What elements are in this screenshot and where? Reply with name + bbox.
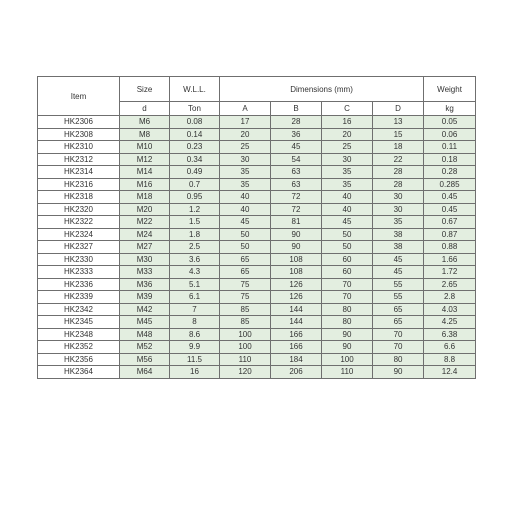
cell-dim-c: 110: [322, 366, 373, 379]
cell-dim-b: 45: [271, 141, 322, 154]
cell-wll: 0.49: [170, 166, 220, 179]
cell-dim-a: 120: [220, 366, 271, 379]
cell-size: M52: [120, 341, 170, 354]
cell-weight: 0.285: [424, 178, 476, 191]
header-dimensions: Dimensions (mm): [220, 77, 424, 102]
cell-dim-d: 65: [373, 303, 424, 316]
cell-wll: 5.1: [170, 278, 220, 291]
cell-wll: 8.6: [170, 328, 220, 341]
table-row: [38, 328, 476, 341]
cell-item: HK2310: [38, 141, 120, 154]
cell-wll: 11.5: [170, 353, 220, 366]
cell-size: M45: [120, 316, 170, 329]
table-row: [38, 266, 476, 279]
cell-wll: 0.7: [170, 178, 220, 191]
cell-dim-d: 22: [373, 153, 424, 166]
cell-wll: 1.8: [170, 228, 220, 241]
cell-dim-d: 55: [373, 278, 424, 291]
cell-dim-b: 108: [271, 253, 322, 266]
table-row: [38, 316, 476, 329]
cell-size: M16: [120, 178, 170, 191]
table-row: [38, 166, 476, 179]
cell-dim-d: 55: [373, 291, 424, 304]
cell-dim-a: 85: [220, 316, 271, 329]
cell-weight: 6.6: [424, 341, 476, 354]
cell-dim-c: 45: [322, 216, 373, 229]
cell-dim-d: 18: [373, 141, 424, 154]
header-weight: Weight: [424, 77, 476, 102]
cell-weight: 2.65: [424, 278, 476, 291]
cell-dim-b: 126: [271, 291, 322, 304]
cell-dim-a: 110: [220, 353, 271, 366]
cell-size: M39: [120, 291, 170, 304]
cell-dim-b: 72: [271, 191, 322, 204]
cell-size: M64: [120, 366, 170, 379]
cell-item: HK2345: [38, 316, 120, 329]
cell-dim-a: 40: [220, 203, 271, 216]
cell-size: M56: [120, 353, 170, 366]
cell-dim-a: 100: [220, 328, 271, 341]
cell-item: HK2306: [38, 116, 120, 129]
cell-dim-a: 20: [220, 128, 271, 141]
cell-item: HK2352: [38, 341, 120, 354]
cell-dim-c: 25: [322, 141, 373, 154]
cell-dim-d: 30: [373, 191, 424, 204]
cell-dim-d: 30: [373, 203, 424, 216]
cell-wll: 7: [170, 303, 220, 316]
header-item: Item: [38, 77, 120, 116]
cell-wll: 0.95: [170, 191, 220, 204]
table-row: [38, 253, 476, 266]
cell-size: M8: [120, 128, 170, 141]
spec-table: [37, 76, 476, 379]
table-row: [38, 216, 476, 229]
cell-size: M42: [120, 303, 170, 316]
cell-weight: 0.88: [424, 241, 476, 254]
cell-dim-b: 144: [271, 316, 322, 329]
header-weight-unit: kg: [424, 102, 476, 116]
table-row: [38, 178, 476, 191]
table-row: [38, 353, 476, 366]
cell-wll: 0.34: [170, 153, 220, 166]
cell-dim-a: 75: [220, 291, 271, 304]
cell-dim-d: 28: [373, 178, 424, 191]
cell-weight: 1.72: [424, 266, 476, 279]
cell-dim-d: 80: [373, 353, 424, 366]
cell-weight: 0.05: [424, 116, 476, 129]
cell-size: M12: [120, 153, 170, 166]
cell-dim-c: 90: [322, 328, 373, 341]
cell-dim-b: 90: [271, 228, 322, 241]
cell-size: M20: [120, 203, 170, 216]
cell-item: HK2330: [38, 253, 120, 266]
header-wll: W.L.L.: [170, 77, 220, 102]
cell-wll: 0.08: [170, 116, 220, 129]
table-row: [38, 291, 476, 304]
cell-dim-d: 13: [373, 116, 424, 129]
cell-dim-a: 100: [220, 341, 271, 354]
cell-weight: 4.25: [424, 316, 476, 329]
cell-item: HK2320: [38, 203, 120, 216]
cell-dim-a: 65: [220, 266, 271, 279]
cell-dim-b: 166: [271, 328, 322, 341]
cell-size: M10: [120, 141, 170, 154]
cell-item: HK2348: [38, 328, 120, 341]
cell-wll: 1.5: [170, 216, 220, 229]
cell-wll: 9.9: [170, 341, 220, 354]
cell-wll: 8: [170, 316, 220, 329]
cell-item: HK2324: [38, 228, 120, 241]
table-row: [38, 116, 476, 129]
table-row: [38, 241, 476, 254]
cell-dim-c: 30: [322, 153, 373, 166]
cell-wll: 16: [170, 366, 220, 379]
cell-dim-d: 70: [373, 328, 424, 341]
cell-wll: 2.5: [170, 241, 220, 254]
cell-weight: 12.4: [424, 366, 476, 379]
cell-dim-c: 40: [322, 191, 373, 204]
cell-dim-a: 85: [220, 303, 271, 316]
header-dim-c: C: [322, 102, 373, 116]
cell-dim-a: 35: [220, 166, 271, 179]
table-row: [38, 278, 476, 291]
cell-dim-a: 30: [220, 153, 271, 166]
cell-item: HK2342: [38, 303, 120, 316]
table-row: [38, 141, 476, 154]
cell-size: M48: [120, 328, 170, 341]
cell-dim-b: 63: [271, 178, 322, 191]
cell-size: M6: [120, 116, 170, 129]
cell-weight: 1.66: [424, 253, 476, 266]
header-wll-unit: Ton: [170, 102, 220, 116]
cell-item: HK2322: [38, 216, 120, 229]
cell-wll: 0.23: [170, 141, 220, 154]
cell-dim-d: 70: [373, 341, 424, 354]
cell-weight: 0.45: [424, 191, 476, 204]
cell-size: M22: [120, 216, 170, 229]
cell-weight: 2.8: [424, 291, 476, 304]
cell-dim-c: 40: [322, 203, 373, 216]
cell-dim-c: 60: [322, 266, 373, 279]
cell-dim-a: 50: [220, 241, 271, 254]
cell-dim-d: 45: [373, 253, 424, 266]
cell-dim-b: 206: [271, 366, 322, 379]
cell-item: HK2339: [38, 291, 120, 304]
cell-dim-c: 80: [322, 303, 373, 316]
cell-weight: 0.18: [424, 153, 476, 166]
cell-dim-a: 40: [220, 191, 271, 204]
cell-weight: 0.67: [424, 216, 476, 229]
cell-weight: 0.06: [424, 128, 476, 141]
cell-dim-b: 126: [271, 278, 322, 291]
cell-dim-c: 90: [322, 341, 373, 354]
cell-dim-c: 20: [322, 128, 373, 141]
cell-dim-b: 63: [271, 166, 322, 179]
cell-dim-c: 50: [322, 241, 373, 254]
cell-dim-d: 38: [373, 228, 424, 241]
table-row: [38, 303, 476, 316]
cell-size: M27: [120, 241, 170, 254]
table-row: [38, 191, 476, 204]
cell-dim-d: 35: [373, 216, 424, 229]
cell-dim-d: 45: [373, 266, 424, 279]
cell-dim-b: 28: [271, 116, 322, 129]
cell-item: HK2327: [38, 241, 120, 254]
cell-wll: 3.6: [170, 253, 220, 266]
cell-dim-d: 15: [373, 128, 424, 141]
cell-dim-c: 70: [322, 291, 373, 304]
cell-dim-c: 60: [322, 253, 373, 266]
table-row: [38, 341, 476, 354]
cell-dim-d: 28: [373, 166, 424, 179]
cell-size: M18: [120, 191, 170, 204]
cell-item: HK2364: [38, 366, 120, 379]
cell-wll: 1.2: [170, 203, 220, 216]
cell-item: HK2318: [38, 191, 120, 204]
header-dim-d: D: [373, 102, 424, 116]
cell-wll: 0.14: [170, 128, 220, 141]
cell-size: M14: [120, 166, 170, 179]
cell-wll: 4.3: [170, 266, 220, 279]
cell-dim-c: 80: [322, 316, 373, 329]
cell-dim-c: 16: [322, 116, 373, 129]
table-row: [38, 228, 476, 241]
cell-weight: 0.45: [424, 203, 476, 216]
cell-dim-b: 54: [271, 153, 322, 166]
cell-dim-c: 100: [322, 353, 373, 366]
table-row: [38, 203, 476, 216]
cell-item: HK2316: [38, 178, 120, 191]
cell-item: HK2314: [38, 166, 120, 179]
cell-weight: 0.87: [424, 228, 476, 241]
cell-item: HK2356: [38, 353, 120, 366]
cell-item: HK2336: [38, 278, 120, 291]
cell-item: HK2312: [38, 153, 120, 166]
table-row: [38, 153, 476, 166]
header-dim-b: B: [271, 102, 322, 116]
cell-weight: 6.38: [424, 328, 476, 341]
cell-dim-b: 144: [271, 303, 322, 316]
cell-size: M36: [120, 278, 170, 291]
cell-weight: 0.11: [424, 141, 476, 154]
header-dim-a: A: [220, 102, 271, 116]
cell-dim-c: 70: [322, 278, 373, 291]
cell-weight: 8.8: [424, 353, 476, 366]
cell-dim-b: 184: [271, 353, 322, 366]
cell-dim-d: 90: [373, 366, 424, 379]
cell-dim-d: 38: [373, 241, 424, 254]
table-body: [38, 116, 476, 379]
cell-dim-c: 50: [322, 228, 373, 241]
cell-wll: 6.1: [170, 291, 220, 304]
cell-weight: 0.28: [424, 166, 476, 179]
cell-dim-a: 75: [220, 278, 271, 291]
cell-dim-b: 72: [271, 203, 322, 216]
cell-dim-b: 90: [271, 241, 322, 254]
cell-size: M24: [120, 228, 170, 241]
table-row: [38, 128, 476, 141]
cell-dim-b: 108: [271, 266, 322, 279]
cell-item: HK2308: [38, 128, 120, 141]
cell-dim-d: 65: [373, 316, 424, 329]
cell-dim-a: 50: [220, 228, 271, 241]
cell-dim-b: 81: [271, 216, 322, 229]
cell-item: HK2333: [38, 266, 120, 279]
cell-dim-b: 166: [271, 341, 322, 354]
cell-size: M30: [120, 253, 170, 266]
cell-dim-a: 35: [220, 178, 271, 191]
header-size: Size: [120, 77, 170, 102]
table-row: [38, 366, 476, 379]
cell-dim-a: 45: [220, 216, 271, 229]
cell-dim-a: 25: [220, 141, 271, 154]
cell-size: M33: [120, 266, 170, 279]
cell-dim-c: 35: [322, 166, 373, 179]
cell-dim-a: 17: [220, 116, 271, 129]
cell-dim-c: 35: [322, 178, 373, 191]
cell-dim-b: 36: [271, 128, 322, 141]
header-size-unit: d: [120, 102, 170, 116]
cell-dim-a: 65: [220, 253, 271, 266]
cell-weight: 4.03: [424, 303, 476, 316]
